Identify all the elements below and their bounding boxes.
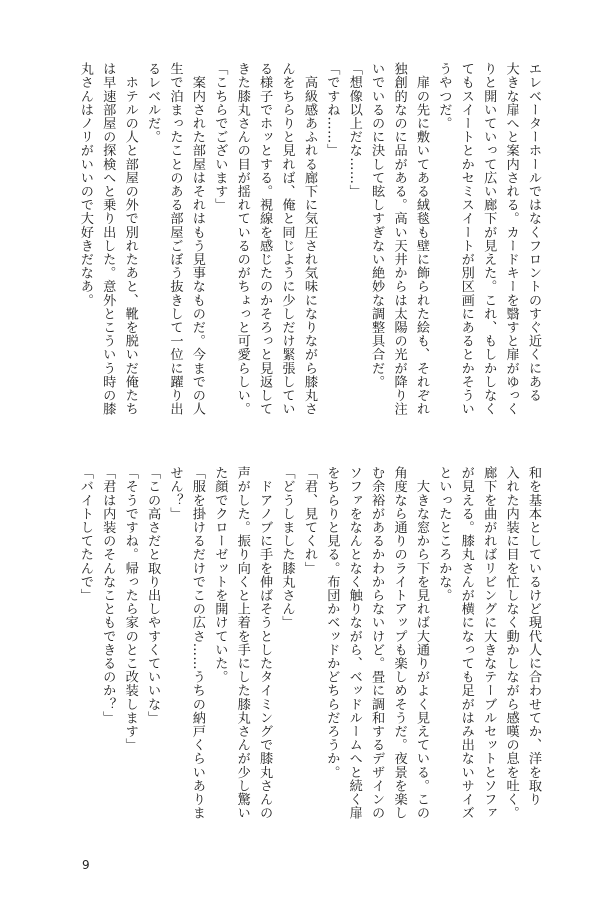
- text-line: エレベーターホールではなくフロントのすぐ近くにある: [526, 62, 541, 402]
- text-line: 高級感あふれる廊下に気圧され気味になりながら膝丸さ: [301, 62, 317, 416]
- text-line: 「こちらでございます」: [212, 62, 228, 212]
- text-line: る様子でホッとする。視線を感じたのかそろっと見返して: [257, 62, 273, 416]
- text-line: といったところかな。: [436, 466, 452, 602]
- text-line: るレベルだ。: [145, 62, 161, 144]
- text-line: せん？」: [167, 466, 183, 521]
- text-line: うやつだ。: [436, 62, 452, 130]
- text-line: 声がした。振り向くと上着を手にした膝丸さんが少し驚い: [234, 466, 250, 820]
- text-line: 「どうしました膝丸さん」: [279, 466, 295, 630]
- text-line: 「ですね……」: [324, 62, 340, 158]
- text-line: をちらりと見る。布団かベッドかどちらだろうか。: [324, 466, 340, 779]
- text-line: ドアノブに手を伸ばそうとしたタイミングで膝丸さんの: [257, 466, 273, 820]
- text-line: が見える。膝丸さんが横になっても足がはみ出ないサイズ: [458, 466, 474, 820]
- text-line: 独創的なのに品がある。高い天井からは太陽の光が降り注: [391, 62, 407, 416]
- text-line: 「想像以上だな……」: [346, 62, 362, 198]
- text-line: 角度なら通りのライトアップも楽しめそうだ。夜景を楽し: [391, 466, 407, 820]
- text-line: 「服を掛けるだけでこの広さ……うちの納戸くらいありま: [189, 466, 205, 820]
- text-line: りと開いていって広い廊下が見えた。これ、もしかしなく: [481, 62, 497, 416]
- text-line: 「この高さだと取り出しやすくていいな」: [145, 466, 161, 725]
- text-line: てもスイートとかセミスイートが別区画にあるとかそうい: [458, 62, 474, 416]
- text-line: 扉の先に敷いてある絨毯も壁に飾られた絵も、それぞれ: [413, 62, 429, 416]
- text-line: 「君は内装のそんなこともできるのか？」: [100, 466, 116, 725]
- text-line: 丸さんはノリがいいので大好きだなあ。: [77, 62, 93, 307]
- text-line: 「君、見てくれ」: [301, 466, 317, 575]
- text-line: んをちらりと見れば、俺と同じように少しだけ緊張してい: [279, 62, 295, 416]
- text-line: 入れた内装に目を忙しなく動かしながら感嘆の息を吐く。: [503, 466, 519, 820]
- text-line: 和を基本としているけど現代人に合わせてか、洋を取り: [526, 466, 541, 806]
- text-line: 大きな窓から下を見れば大通りがよく見えている。この: [413, 466, 429, 820]
- text-line: 「そうですね。帰ったら家のとこ改装します」: [122, 466, 138, 752]
- page-number: 9: [82, 858, 90, 872]
- text-line: 「バイトしてたんで」: [77, 466, 93, 602]
- text-line: 廊下を曲がればリビングに大きなテーブルセットとソファ: [481, 466, 497, 820]
- text-line: 案内された部屋はそれはもう見事なものだ。今までの人: [189, 62, 205, 416]
- text-line: いでいるのに決して眩しすぎない絶妙な調整具合だ。: [369, 62, 385, 389]
- lower-text-block: [74, 466, 544, 828]
- upper-text-block: [74, 62, 544, 424]
- text-line: 大きな扉へと案内される。カードキーを翳すと扉がゆっく: [503, 62, 519, 416]
- text-line: ホテルの人と部屋の外で別れたあと、靴を脱いだ俺たち: [122, 62, 138, 416]
- text-line: た顔でクローゼットを開けていた。: [212, 466, 228, 684]
- text-line: きた膝丸さんの目が揺れているのがちょっと可愛らしい。: [234, 62, 250, 416]
- text-line: は早速部屋の探検へと乗り出した。意外とこういう時の膝: [100, 62, 116, 416]
- text-line: 生で泊まったことのある部屋ごぼう抜きして一位に躍り出: [167, 62, 183, 416]
- text-line: む余裕があるかわからないけど。畳に調和するデザインの: [369, 466, 385, 820]
- text-line: ソファをなんとなく触りながら、ベッドルームへと続く扉: [346, 466, 362, 820]
